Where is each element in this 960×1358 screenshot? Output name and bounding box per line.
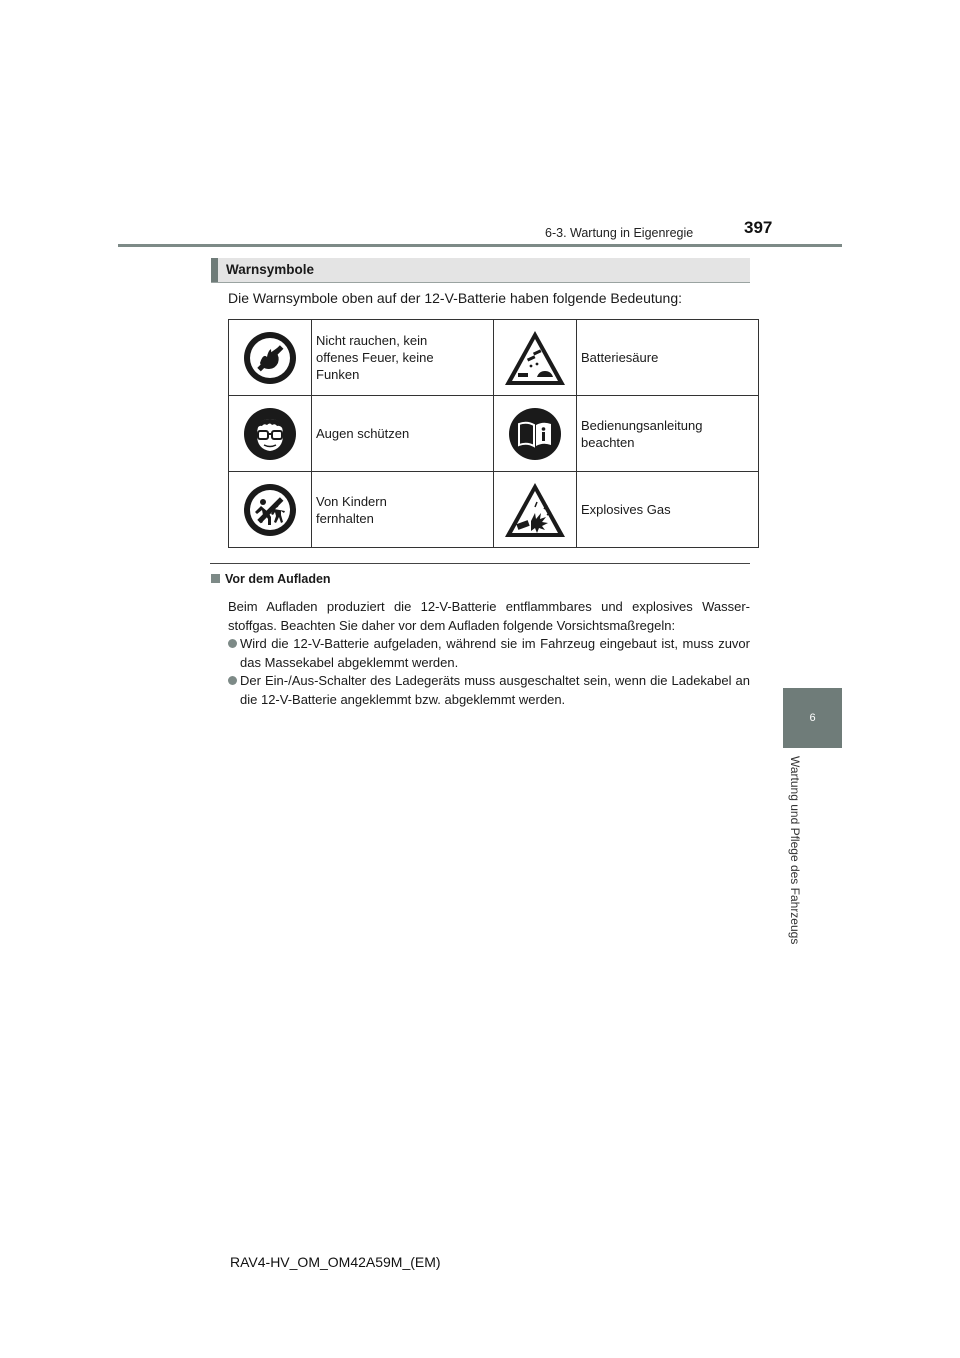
table-row [229,320,759,396]
symbol-label-cell [577,320,759,396]
header-section-title: 6-3. Wartung in Eigenregie [545,226,694,240]
keep-away-from-children-icon [243,483,297,537]
document-code: RAV4-HV_OM_OM42A59M_(EM) [230,1254,441,1270]
subsection-heading [211,572,331,586]
list-item [228,671,750,709]
section-accent [211,258,218,282]
table-row [229,472,759,548]
chapter-tab [783,688,842,748]
header-rule [118,244,842,247]
list-item-text: Der Ein-/Aus-Schalter des Ladegeräts muss ausgeschaltet sein, wenn die Ladekabel an die 12-V-Batterie angeklemmt bzw. abgeklemmt werden. [240,673,750,707]
chapter-title-vertical [788,756,818,961]
symbol-label: Explosives Gas [581,502,671,517]
chapter-title: Wartung und Pflege des Fahrzeugs [788,756,802,945]
warning-symbols-table [228,319,759,548]
bullet-dot-icon [228,676,237,685]
section-title: Warnsymbole [226,262,315,277]
symbol-label: Batteriesäure [581,350,659,365]
section-intro: Die Warnsymbole oben auf der 12-V-Batterie haben folgende Bedeutung: [228,290,683,306]
list-item-text: Wird die 12-V-Batterie aufgeladen, während sie im Fahrzeug eingebaut ist, muss zuvor das Massekabel abgeklemmt werden. [240,636,750,670]
charging-paragraph: Beim Aufladen produziert die 12-V-Batterie entflammbares und explosives Wasser-stoffgas. Beachten Sie daher vor dem Aufladen folgende Vorsichtsmaßregeln: [228,599,750,633]
symbol-cell [494,396,577,472]
subsection-heading-text: Vor dem Aufladen [225,572,331,586]
section-divider [210,563,750,564]
symbol-cell [494,472,577,548]
table-row [229,396,759,472]
list-item [228,634,750,672]
no-smoking-no-fire-icon [243,331,297,385]
chapter-number: 6 [809,712,816,724]
symbol-cell [229,320,312,396]
explosive-gas-icon [503,481,567,539]
symbol-cell [229,396,312,472]
symbol-cell [494,320,577,396]
symbol-label-cell [312,472,494,548]
eye-protection-icon [243,407,297,461]
symbol-label: Augen schützen [316,426,410,441]
page-number: 397 [744,218,773,237]
symbol-cell [229,472,312,548]
section-heading-bar [211,258,750,283]
symbol-label-cell [312,396,494,472]
battery-acid-icon [503,329,567,387]
read-manual-icon [508,407,562,461]
symbol-label: Bedienungsanleitung beachten [581,417,703,450]
symbol-label: Von Kindern fernhalten [316,493,387,526]
symbol-label: Nicht rauchen, kein offenes Feuer, keine Funken [316,333,434,382]
symbol-label-cell [312,320,494,396]
square-bullet-icon [211,574,220,583]
bullet-dot-icon [228,639,237,648]
symbol-label-cell [577,472,759,548]
symbol-label-cell [577,396,759,472]
